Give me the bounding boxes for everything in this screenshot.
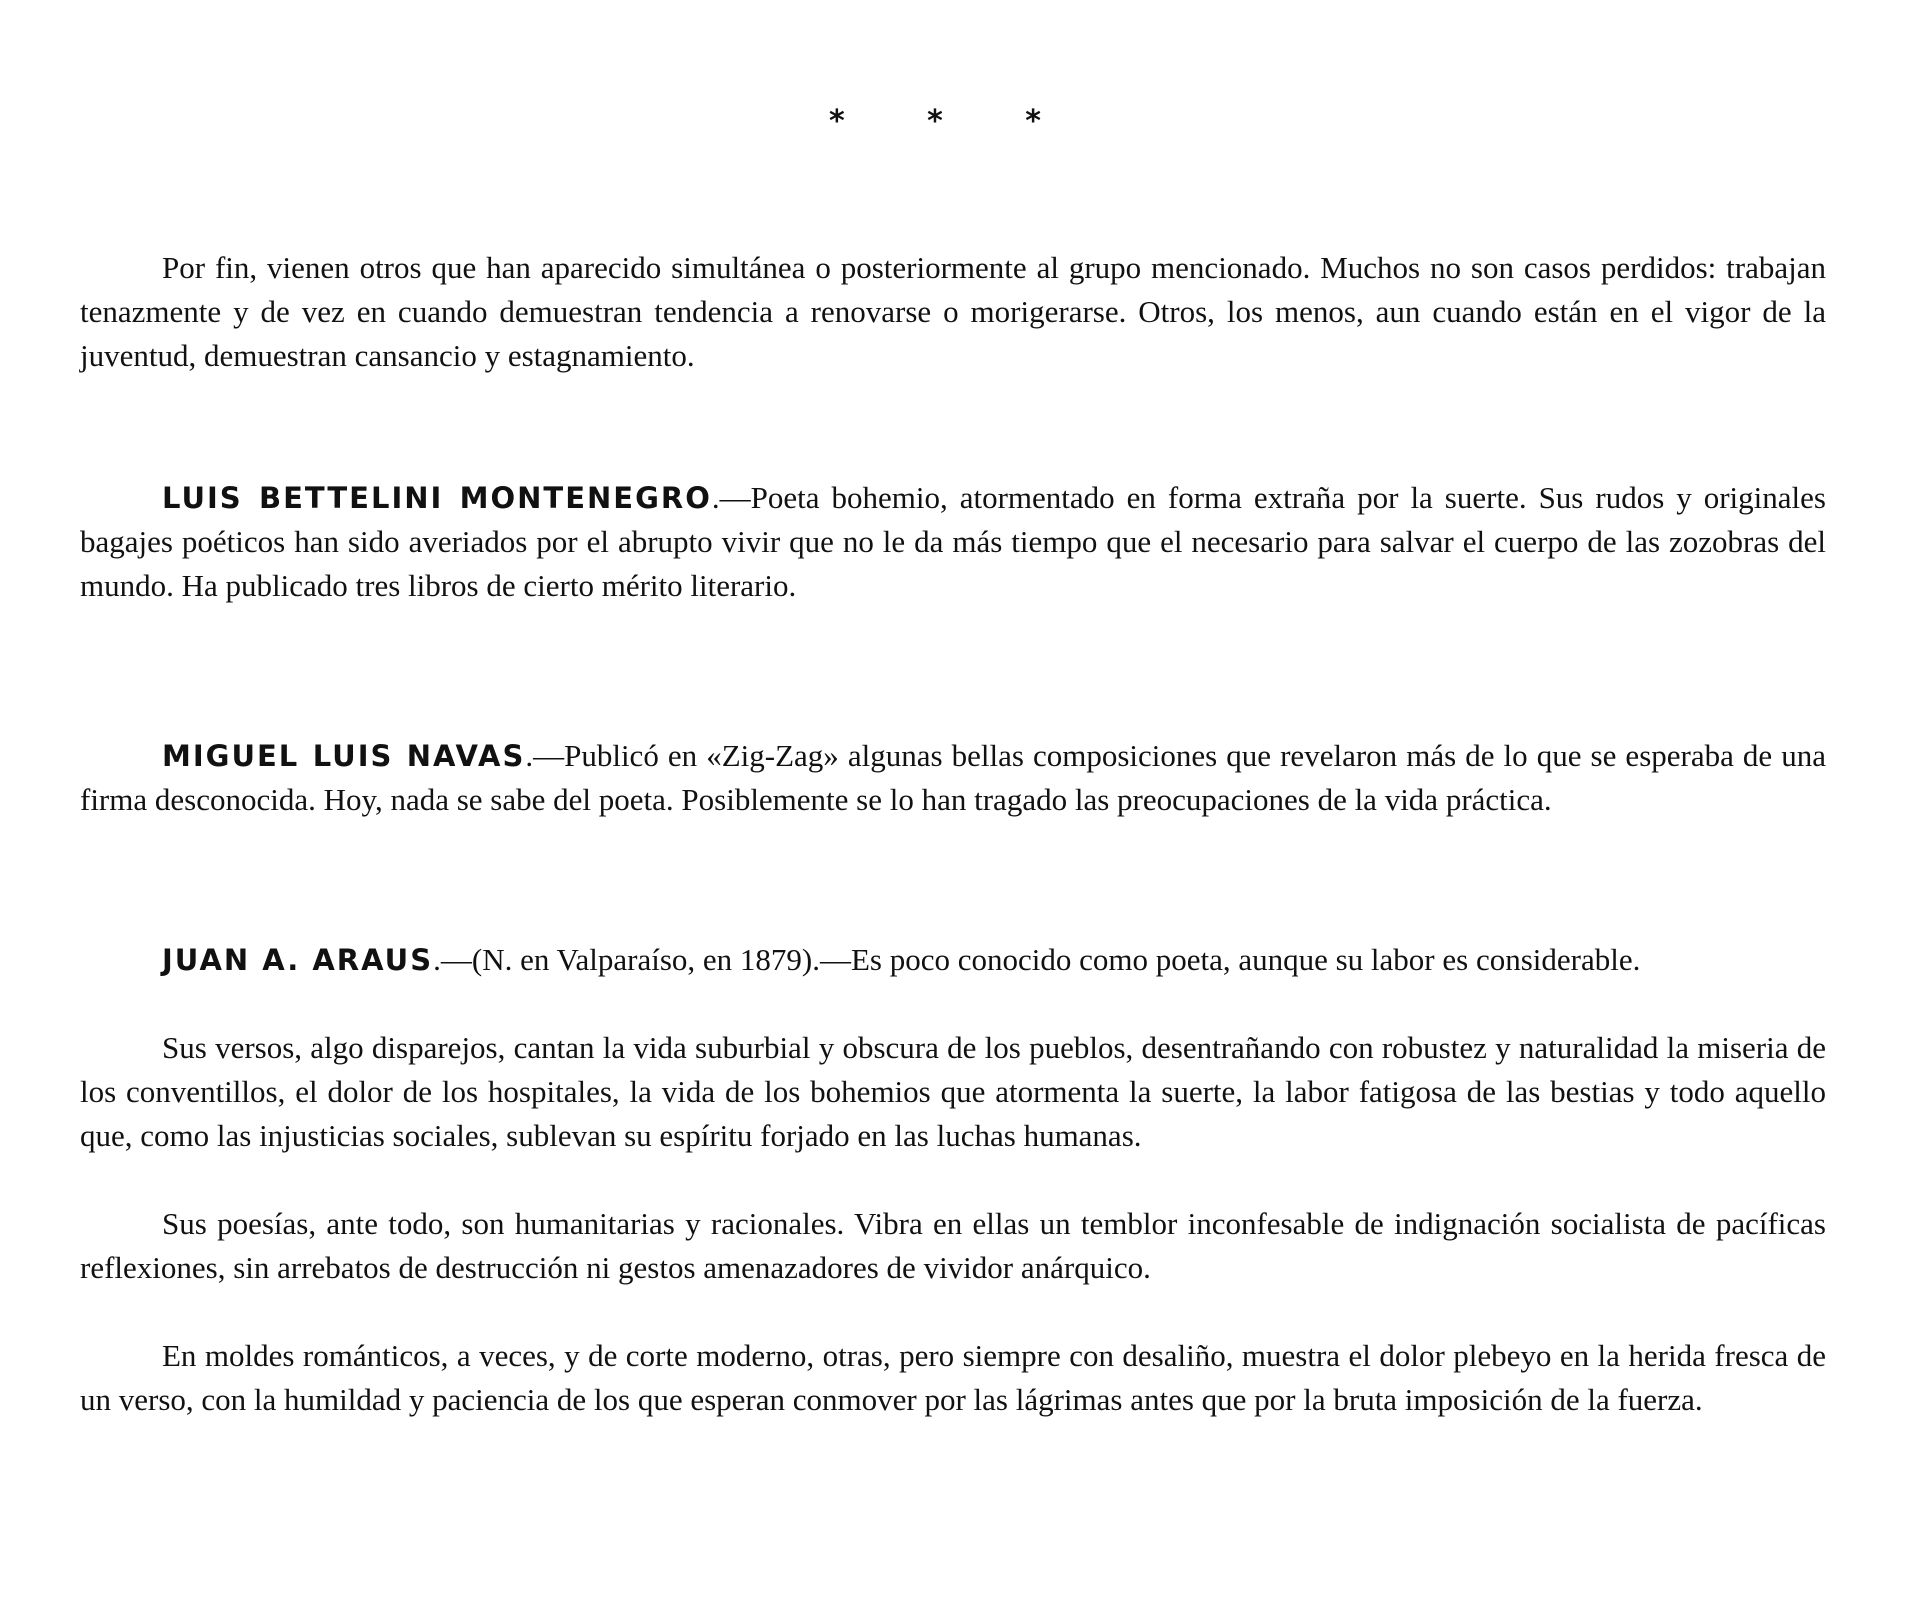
entry-bettelini [80, 476, 1826, 608]
entry-text: .—Publicó en «Zig-Zag» algunas bellas composiciones que revelaron más de lo que se esperaba de una firma desconocida. Hoy, nada se sabe del poeta. Posiblemente se lo han tragado las preocupaciones de la vida práctica. [80, 738, 1827, 817]
entry-text: .—(N. en Valparaíso, en 1879).—Es poco conocido como poeta, aunque su labor es considerable. [433, 942, 1641, 977]
document-page [80, 0, 1826, 1608]
body-paragraph: Sus poesías, ante todo, son humanitarias y racionales. Vibra en ellas un temblor inconfesable de indignación socialista de pacíficas reflexiones, sin arrebatos de destrucción ni gestos amenazadores de vividor anárquico. [80, 1206, 1826, 1285]
section-separator: * * * [829, 104, 1077, 139]
intro-paragraph: Por fin, vienen otros que han aparecido simultánea o posteriormente al grupo mencionado. Muchos no son casos perdidos: trabajan tenazmente y de vez en cuando demuestran tendencia a renovarse o morigerarse. Otros, los menos, aun cuando están en el vigor de la juventud, demuestran cansancio y estagnamiento. [80, 250, 1826, 373]
entry-araus [80, 938, 1826, 982]
entry-navas [80, 734, 1826, 822]
entry-name: JUAN A. ARAUS [162, 943, 434, 977]
body-paragraph: Sus versos, algo disparejos, cantan la vida suburbial y obscura de los pueblos, desentrañando con robustez y naturalidad la miseria de los conventillos, el dolor de los hospitales, la vida de los bohemios que atormenta la suerte, la labor fatigosa de las bestias y todo aquello que, como las injusticias sociales, sublevan su espíritu forjado en las luchas humanas. [80, 1030, 1826, 1153]
entry-name: LUIS BETTELINI MONTENEGRO [162, 481, 712, 515]
entry-text: .—Poeta bohemio, atormentado en forma extraña por la suerte. Sus rudos y originales bagajes poéticos han sido averiados por el abrupto vivir que no le da más tiempo que el necesario para salvar el cuerpo de las zozobras del mundo. Ha publicado tres libros de cierto mérito literario. [80, 480, 1826, 603]
entry-name: MIGUEL LUIS NAVAS [162, 739, 526, 773]
body-paragraph: En moldes románticos, a veces, y de corte moderno, otras, pero siempre con desaliño, muestra el dolor plebeyo en la herida fresca de un verso, con la humildad y paciencia de los que esperan conmover por las lágrimas antes que por la bruta imposición de la fuerza. [80, 1338, 1826, 1417]
